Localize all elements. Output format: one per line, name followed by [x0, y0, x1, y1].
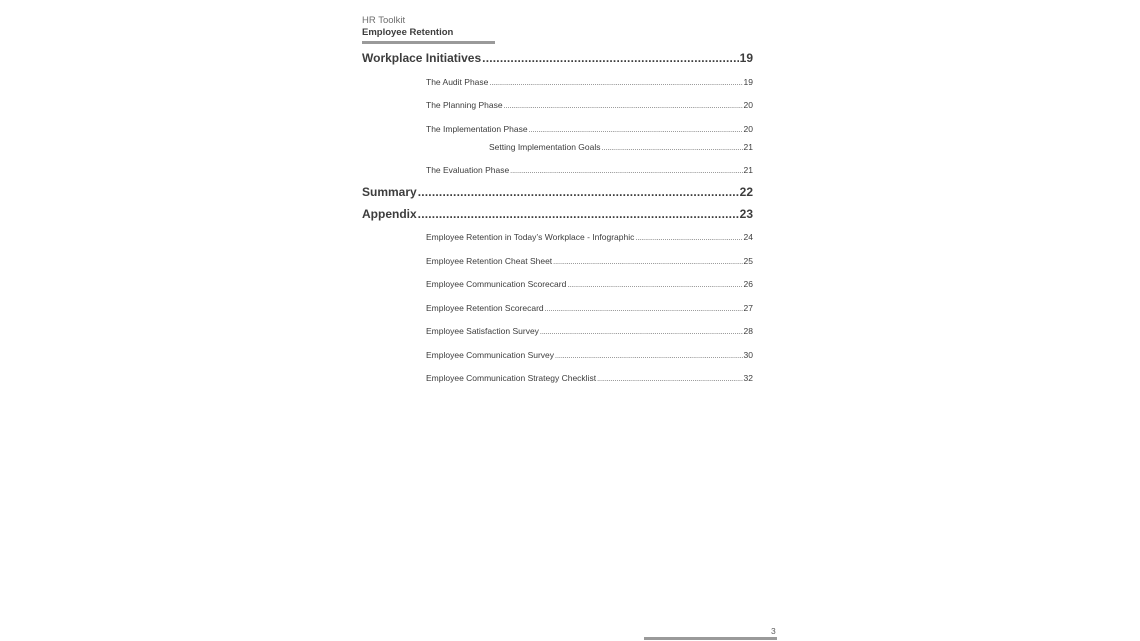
toc-dot-leader: [489, 78, 742, 89]
toc-entry-infographic[interactable]: [426, 232, 753, 244]
toc-entry-retention-scorecard[interactable]: [426, 303, 753, 315]
header-title: Employee Retention: [362, 27, 454, 38]
toc-dot-leader: [567, 280, 742, 291]
toc-dot-leader: [635, 233, 742, 244]
toc-entry-summary[interactable]: [362, 185, 753, 199]
toc-entry-label: The Planning Phase: [426, 100, 503, 110]
toc-dot-leader: [545, 304, 743, 315]
toc-dot-leader: [540, 327, 743, 338]
toc-entry-page: 32: [743, 373, 753, 383]
toc-entry-cheat-sheet[interactable]: [426, 256, 753, 268]
footer-page-number: 3: [771, 626, 776, 636]
toc-dot-leader: [555, 351, 743, 362]
toc-entry-workplace-initiatives[interactable]: [362, 51, 753, 65]
toc-entry-page: 27: [743, 303, 753, 313]
toc-entry-label: Employee Communication Strategy Checklist: [426, 373, 597, 383]
toc-entry-evaluation-phase[interactable]: [426, 165, 753, 177]
toc-entry-page: 21: [743, 165, 753, 175]
header-subtitle: HR Toolkit: [362, 15, 406, 26]
toc-entry-planning-phase[interactable]: [426, 100, 753, 112]
toc-entry-label: Employee Communication Scorecard: [426, 279, 567, 289]
toc-entry-label: Employee Retention in Today’s Workplace - Infographic: [426, 232, 635, 242]
toc-entry-page: 26: [743, 279, 753, 289]
toc-entry-label: The Evaluation Phase: [426, 165, 510, 175]
toc-entry-setting-goals[interactable]: [489, 142, 753, 154]
toc-entry-page: 24: [743, 232, 753, 242]
toc-entry-audit-phase[interactable]: [426, 77, 753, 89]
toc-entry-label: Summary: [362, 185, 417, 199]
toc-dot-leader: [602, 143, 743, 154]
toc-entry-page: 19: [739, 51, 753, 65]
toc-entry-label: Employee Retention Cheat Sheet: [426, 256, 553, 266]
toc-dot-leader: [418, 185, 739, 199]
toc-dot-leader: [504, 101, 743, 112]
header-rule: [362, 41, 495, 44]
toc-entry-implementation-phase[interactable]: [426, 124, 753, 136]
toc-entry-page: 21: [743, 142, 753, 152]
toc-entry-label: Appendix: [362, 207, 417, 221]
toc-entry-label: Employee Retention Scorecard: [426, 303, 544, 313]
toc-entry-communication-scorecard[interactable]: [426, 279, 753, 291]
toc-entry-page: 20: [743, 124, 753, 134]
toc-entry-label: Employee Communication Survey: [426, 350, 555, 360]
toc-entry-page: 19: [743, 77, 753, 87]
toc-entry-label: Setting Implementation Goals: [489, 142, 601, 152]
toc-entry-page: 28: [743, 326, 753, 336]
toc-entry-satisfaction-survey[interactable]: [426, 326, 753, 338]
toc-entry-communication-survey[interactable]: [426, 350, 753, 362]
toc-entry-page: 23: [739, 207, 753, 221]
toc-dot-leader: [553, 257, 742, 268]
toc-entry-label: Workplace Initiatives: [362, 51, 482, 65]
toc-dot-leader: [597, 374, 742, 385]
toc-entry-page: 25: [743, 256, 753, 266]
toc-entry-page: 20: [743, 100, 753, 110]
toc-entry-page: 30: [743, 350, 753, 360]
toc-dot-leader: [510, 166, 742, 177]
toc-dot-leader: [529, 125, 743, 136]
toc-entry-page: 22: [739, 185, 753, 199]
toc-entry-appendix[interactable]: [362, 207, 753, 221]
toc-dot-leader: [482, 51, 738, 65]
toc-entry-strategy-checklist[interactable]: [426, 373, 753, 385]
toc-dot-leader: [418, 207, 739, 221]
toc-entry-label: Employee Satisfaction Survey: [426, 326, 539, 336]
footer-rule: [644, 637, 777, 640]
toc-entry-label: The Implementation Phase: [426, 124, 528, 134]
toc-entry-label: The Audit Phase: [426, 77, 489, 87]
